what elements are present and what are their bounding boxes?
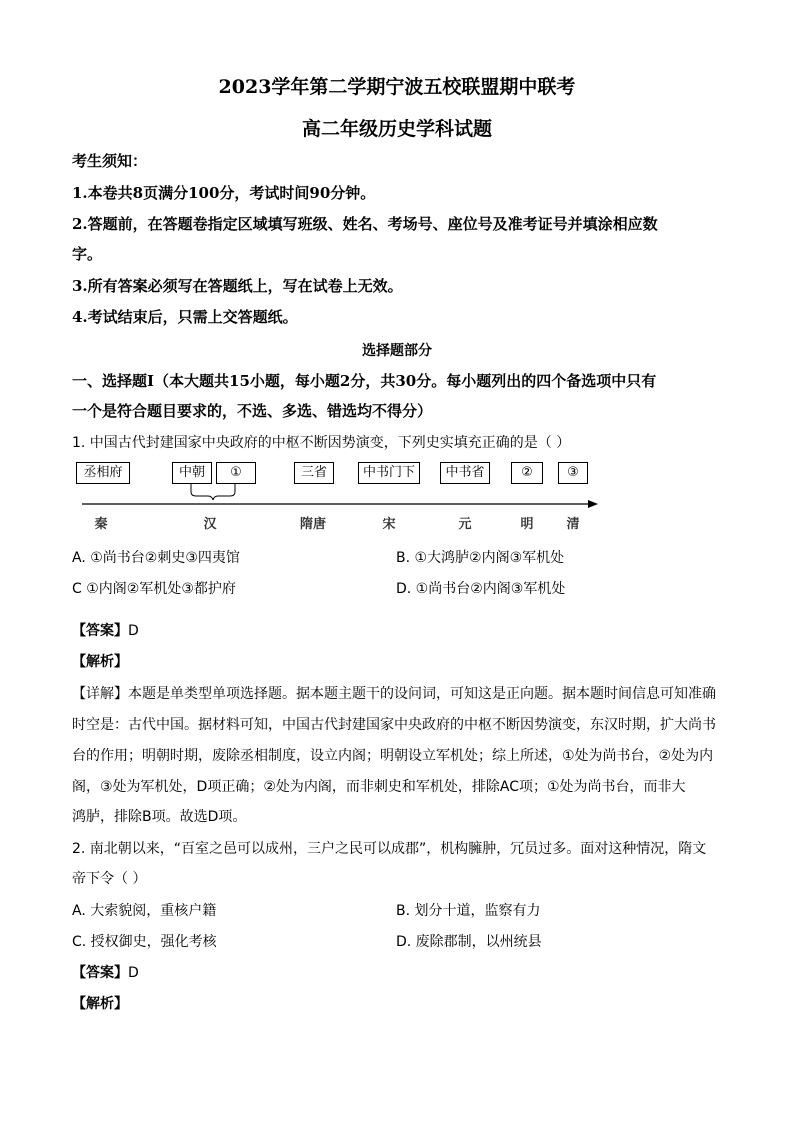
- q2-stem-line2: 帝下令（ ）: [72, 871, 147, 887]
- timeline-box-blank-1: ①: [216, 462, 256, 484]
- dynasty-yuan: 元: [458, 517, 472, 532]
- notice-item-3: 3.所有答案必须写在答题纸上，写在试卷上无效。: [72, 277, 403, 295]
- q1-analysis-tag: 【解析】: [72, 654, 128, 670]
- q1-detail-line4: 阁，③处为军机处，D项正确；②处为内阁，而非刺史和军机处，排除AC项；①处为尚书台，而非大: [72, 779, 686, 795]
- timeline-box-sansheng: 三省: [294, 462, 334, 484]
- q1-stem: 1. 中国古代封建国家中央政府的中枢不断因势演变，下列史实填充正确的是（ ）: [72, 435, 571, 451]
- exam-subtitle: 高二年级历史学科试题: [301, 118, 492, 140]
- q2-answer-value: D: [128, 965, 139, 981]
- q1-detail-line5: 鸿胪，排除B项。故选D项。: [72, 809, 247, 825]
- q1-answer-value: D: [128, 623, 139, 639]
- section-intro-line2: 一个是符合题目要求的，不选、多选、错选均不得分）: [72, 402, 433, 420]
- dynasty-song: 宋: [382, 517, 396, 532]
- notice-item-1: 1.本卷共8页满分100分，考试时间90分钟。: [72, 184, 376, 202]
- q1-answer: [72, 620, 139, 640]
- q2-stem-line1: 2. 南北朝以来，“百室之邑可以成州，三户之民可以成郡”，机构臃肿，冗员过多。面对这种情况，隋文: [72, 841, 707, 857]
- dynasty-qin: 秦: [94, 517, 108, 532]
- dynasty-han: 汉: [203, 517, 217, 532]
- timeline-brace: [191, 484, 235, 500]
- dynasty-qing: 清: [566, 517, 580, 532]
- q2-option-d: D. 废除郡制，以州统县: [396, 934, 542, 950]
- timeline-lines: [0, 0, 794, 540]
- exam-title: 2023学年第二学期宁波五校联盟期中联考: [218, 76, 576, 98]
- q1-option-d: D. ①尚书台②内阁③军机处: [396, 581, 566, 597]
- timeline-box-zhongshusheng: 中书省: [440, 462, 490, 484]
- timeline-box-chengxiangfu: 丞相府: [76, 462, 130, 484]
- q2-answer-tag: 【答案】: [72, 965, 128, 981]
- section-intro-line1: 一、选择题Ⅰ（本大题共15小题，每小题2分，共30分。每小题列出的四个备选项中只有: [72, 372, 657, 390]
- q2-option-a: A. 大索貌阅，重核户籍: [72, 903, 217, 919]
- timeline-box-blank-2: ②: [511, 462, 543, 484]
- q1-option-a: A. ①尚书台②刺史③四夷馆: [72, 550, 240, 566]
- q1-answer-tag: 【答案】: [72, 623, 128, 639]
- q2-option-c: C. 授权御史，强化考核: [72, 934, 217, 950]
- section-title: 选择题部分: [362, 343, 432, 359]
- q1-detail-line3: 台的作用；明朝时期，废除丞相制度，设立内阁；明朝设立军机处；综上所述，①处为尚书台，②处为内: [72, 748, 714, 764]
- q1-option-b: B. ①大鸿胪②内阁③军机处: [396, 550, 565, 566]
- notice-heading: 考生须知：: [72, 152, 148, 170]
- dynasty-suitang: 隋唐: [299, 517, 326, 532]
- dynasty-ming: 明: [520, 517, 534, 532]
- notice-item-2-cont: 字。: [72, 245, 103, 263]
- timeline-arrowhead: [588, 500, 598, 508]
- q1-detail-line1: 【详解】本题是单类型单项选择题。据本题主题干的设问词，可知这是正向题。据本题时间信息可知准确: [72, 686, 716, 702]
- notice-item-4: 4.考试结束后，只需上交答题纸。: [72, 308, 298, 326]
- q1-option-c: C ①内阁②军机处③都护府: [72, 581, 236, 597]
- timeline-box-zhongshumenxia: 中书门下: [358, 462, 420, 484]
- q1-detail-line2: 时空是：古代中国。据材料可知，中国古代封建国家中央政府的中枢不断因势演变，东汉时期，扩大尚书: [72, 717, 716, 733]
- q2-option-b: B. 划分十道，监察有力: [396, 903, 541, 919]
- q2-answer: [72, 962, 139, 982]
- notice-item-2: 2.答题前，在答题卷指定区域填写班级、姓名、考场号、座位号及准考证号并填涂相应数: [72, 215, 658, 233]
- timeline-box-blank-3: ③: [558, 462, 588, 484]
- timeline-box-zhongchao: 中朝: [172, 462, 212, 484]
- q2-analysis-tag: 【解析】: [72, 996, 128, 1012]
